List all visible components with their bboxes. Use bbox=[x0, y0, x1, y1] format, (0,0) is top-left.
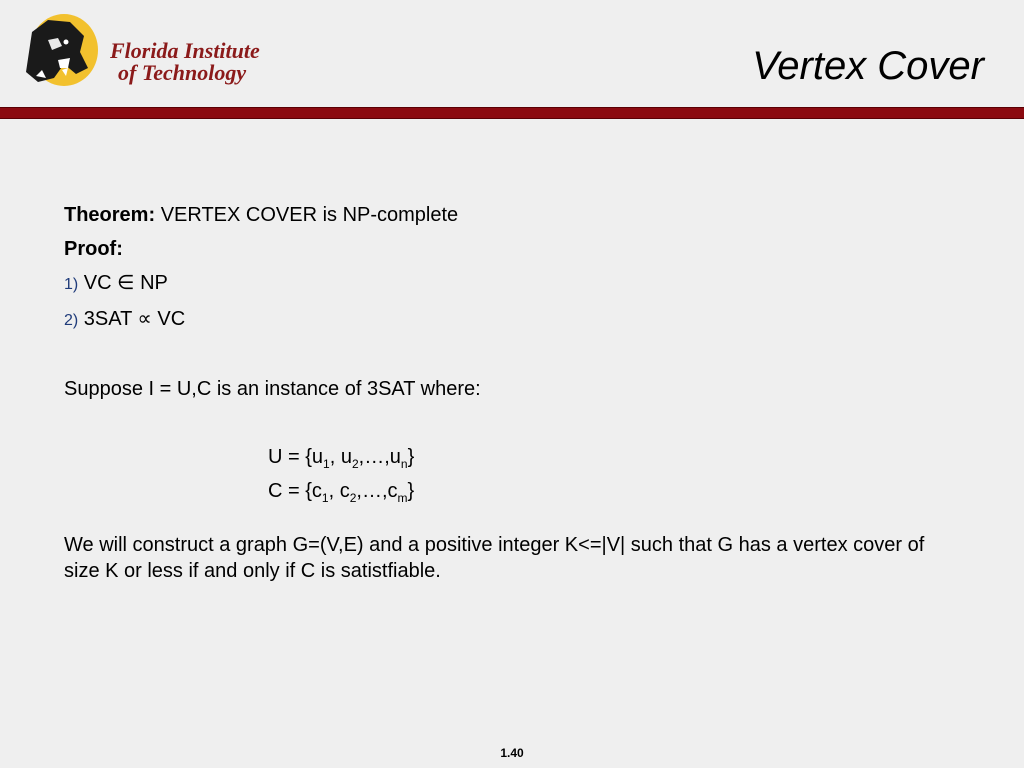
subscript: m bbox=[397, 491, 408, 505]
proof-item-1 bbox=[64, 266, 964, 302]
c-set-text: , c bbox=[328, 480, 350, 502]
proof-item-text: VC ∈ NP bbox=[83, 272, 168, 294]
subscript: 2 bbox=[351, 457, 359, 471]
page-number: 1.40 bbox=[500, 746, 524, 760]
u-set-text: U = {u bbox=[268, 446, 324, 468]
c-set-text: } bbox=[407, 480, 415, 502]
c-set-text: ,…,c bbox=[356, 480, 398, 502]
slide-body bbox=[64, 198, 964, 584]
theorem-label: Theorem: bbox=[64, 204, 156, 226]
construction-paragraph: We will construct a graph G=(V,E) and a positive integer K<=|V| such that G has a vertex cover of size K or less if and only if C is satistfiable. bbox=[64, 534, 925, 582]
u-set-text: } bbox=[407, 446, 415, 468]
u-set-text: , u bbox=[329, 446, 352, 468]
theorem-line bbox=[64, 198, 964, 232]
proof-line bbox=[64, 232, 964, 266]
logo-text-line2: of Technology bbox=[118, 60, 247, 85]
u-set-definition bbox=[64, 440, 964, 474]
list-number: 2) bbox=[64, 312, 79, 329]
u-set-text: ,…,u bbox=[358, 446, 401, 468]
panther-logo-icon bbox=[18, 12, 108, 90]
slide-title: Vertex Cover bbox=[752, 44, 984, 88]
proof-item-2 bbox=[64, 302, 964, 338]
logo-text-line1: Florida Institute bbox=[110, 38, 260, 63]
proof-item-text: 3SAT ∝ VC bbox=[83, 308, 186, 330]
theorem-text: VERTEX COVER is NP-complete bbox=[160, 204, 459, 226]
proof-label: Proof: bbox=[64, 238, 123, 260]
fit-logo bbox=[18, 12, 258, 90]
subscript: n bbox=[400, 457, 408, 471]
c-set-text: C = {c bbox=[268, 480, 322, 502]
subscript: 2 bbox=[349, 491, 357, 505]
suppose-line: Suppose I = U,C is an instance of 3SAT where: bbox=[64, 378, 481, 400]
subscript: 1 bbox=[323, 457, 330, 471]
list-number: 1) bbox=[64, 276, 79, 293]
c-set-definition bbox=[64, 474, 964, 508]
title-divider-bar bbox=[0, 107, 1024, 119]
subscript: 1 bbox=[321, 491, 329, 505]
